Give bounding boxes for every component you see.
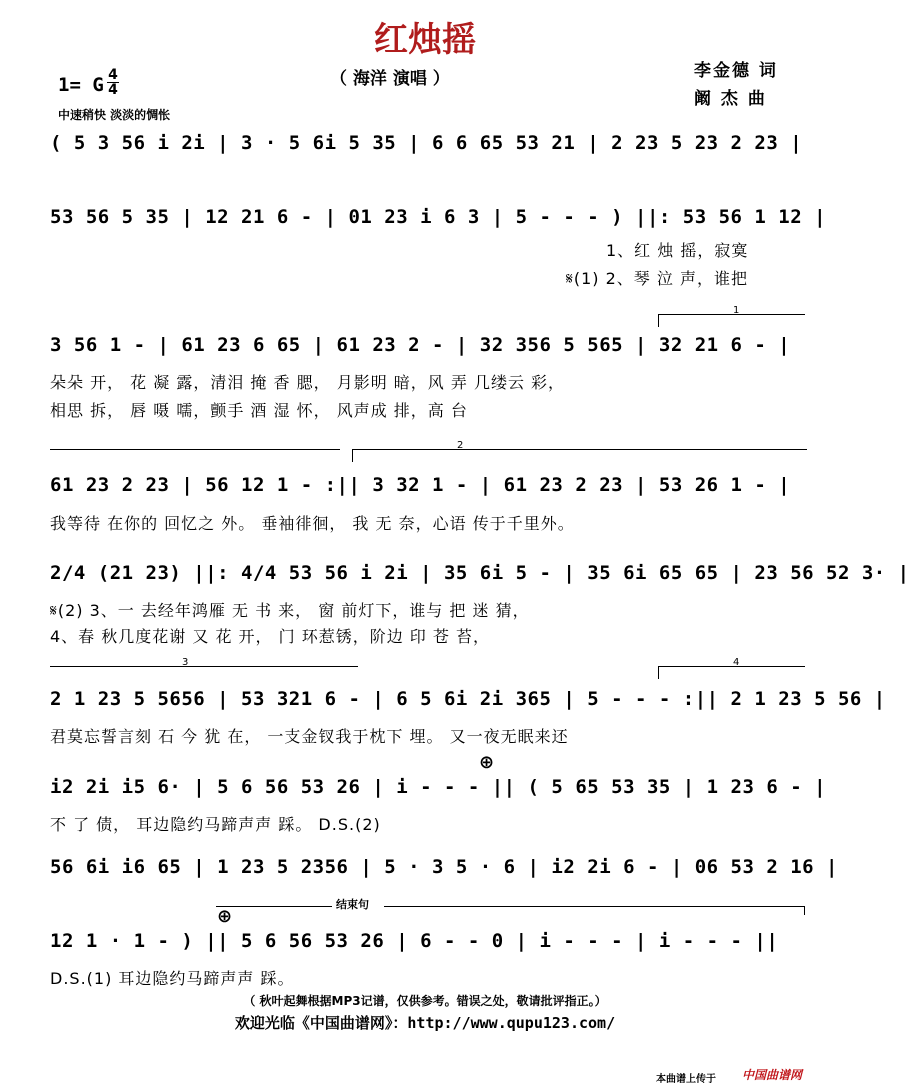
upload-credit: 本曲谱上传于 — [656, 1074, 716, 1085]
lyric-row-6: 君莫忘誓言刻 石 今 犹 在， 一支金钗我于枕下 埋。 又一夜无眠来还 — [50, 727, 569, 746]
lyric-row-3-verse-2: 相思 拆， 唇 嗫 嚅，颤手 酒 湿 怀， 风声成 排，高 台 — [50, 401, 468, 420]
singer-credit: （ 海洋 演唱 ） — [330, 69, 450, 89]
notation-row-7: i2 2i i5 6· | 5 6 56 53 26 | i - - - || ( 5 65 53 35 | 1 23 6 - | — [50, 776, 827, 798]
volta-label: 4 — [733, 657, 740, 668]
coda-icon: ⊕ — [217, 906, 233, 927]
notation-row-4: 61 23 2 23 | 56 12 1 - :|| 3 32 1 - | 61 23 2 23 | 53 26 1 - | — [50, 474, 791, 496]
notation-row-6: 2 1 23 5 5656 | 53 321 6 - | 6 5 6i 2i 365 | 5 - - - :|| 2 1 23 5 56 | — [50, 688, 886, 710]
volta-label: 2 — [457, 440, 464, 451]
volta-label: 1 — [733, 305, 740, 316]
end-phrase-label: 结束句 — [336, 898, 369, 911]
volta-bracket-4 — [658, 657, 805, 679]
lyric-row-2-verse-1: 1、红 烛 摇，寂寞 — [606, 241, 749, 260]
key-signature: 1= G — [58, 74, 104, 96]
notation-row-5: 2/4 (21 23) ||: 4/4 53 56 i 2i | 35 6i 5 - | 35 6i 65 65 | 23 56 52 3· | — [50, 562, 910, 584]
lyric-row-4: 我等待 在你的 回忆之 外。 垂袖徘徊， 我 无 奈，心语 传于千里外。 — [50, 514, 575, 533]
notation-row-9: 12 1 · 1 - ) || 5 6 56 53 26 | 6 - - 0 | i - - - | i - - - || — [50, 930, 779, 952]
time-signature-bottom: 4 — [108, 82, 118, 98]
site-credit: 欢迎光临《中国曲谱网》：http://www.qupu123.com/ — [234, 1014, 616, 1032]
notation-row-8: 56 6i i6 65 | 1 23 5 2356 | 5 · 3 5 · 6 | i2 2i 6 - | 06 53 2 16 | — [50, 856, 838, 878]
tempo-marking: 中速稍快 淡淡的惆怅 — [58, 108, 171, 122]
notation-row-3: 3 56 1 - | 61 23 6 65 | 61 23 2 - | 32 356 5 565 | 32 21 6 - | — [50, 334, 791, 356]
volta-bracket-1-continued — [50, 449, 340, 462]
volta-bracket-2 — [352, 440, 807, 462]
site-logo: 中国曲谱网 — [742, 1068, 803, 1082]
volta-bracket-3 — [50, 657, 358, 679]
lyricist-credit: 李金德 词 — [694, 61, 778, 81]
lyric-row-3-verse-1: 朵朵 开， 花 凝 露，清泪 掩 香 腮， 月影明 暗，风 弄 几缕云 彩， — [50, 373, 566, 392]
volta-label: 3 — [182, 657, 189, 668]
notation-row-1: ( 5 3 56 i 2i | 3 · 5 6i 5 35 | 6 6 65 53 21 | 2 23 5 23 2 23 | — [50, 132, 803, 154]
end-phrase-line-left — [216, 906, 332, 907]
lyric-row-7: 不 了 债， 耳边隐约马蹄声声 踩。 D.S.(2) — [50, 815, 381, 834]
time-signature-top: 4 — [108, 67, 118, 83]
song-title: 红烛摇 — [374, 20, 476, 60]
composer-credit: 阚 杰 曲 — [694, 89, 767, 109]
end-phrase-line-right — [384, 906, 805, 915]
lyric-row-2-verse-2: 𝄋(1) 2、琴 泣 声，谁把 — [566, 269, 748, 288]
notation-row-2: 53 56 5 35 | 12 21 6 - | 01 23 i 6 3 | 5 - - - ) ||: 53 56 1 12 | — [50, 206, 827, 228]
time-signature — [107, 68, 119, 97]
coda-icon: ⊕ — [479, 752, 495, 773]
lyric-row-5-verse-4: 4、春 秋几度花谢 又 花 开， 门 环惹锈，阶边 印 苍 苔， — [50, 627, 490, 646]
lyric-row-5-verse-3: 𝄋(2) 3、一 去经年鸿雁 无 书 来， 窗 前灯下，谁与 把 迷 猜， — [50, 601, 530, 620]
transcription-note: （ 秋叶起舞根据MP3记谱，仅供参考。错误之处，敬请批评指正。） — [243, 994, 607, 1008]
lyric-row-9: D.S.(1) 耳边隐约马蹄声声 踩。 — [50, 969, 295, 988]
volta-bracket-1 — [658, 305, 805, 327]
